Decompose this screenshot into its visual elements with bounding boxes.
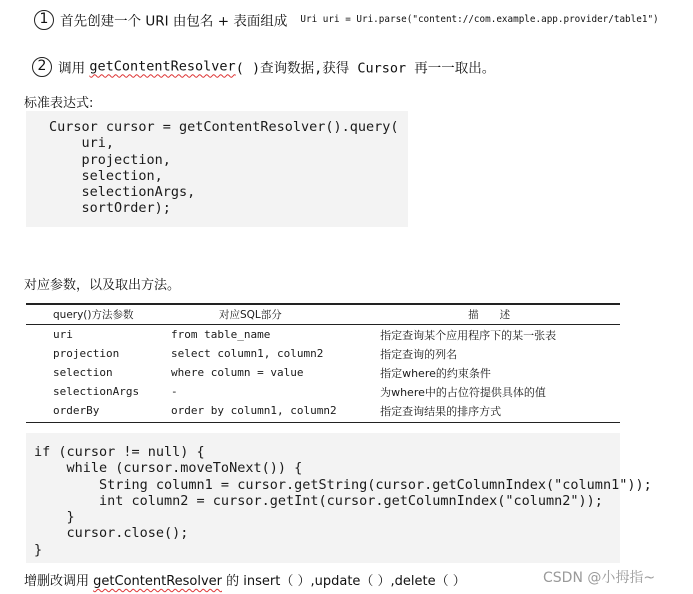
table-cell: from table_name [171,328,271,341]
code-line: projection, [49,151,171,168]
csdn-watermark: CSDN @小拇指~ [543,570,656,586]
step2-text-before: 调用 [58,60,90,77]
code-line: uri, [49,135,115,152]
table-header: 对应SQL部分 [171,305,380,325]
code-line: if (cursor != null) { [34,444,205,460]
code-line: int column2 = cursor.getInt(cursor.getColumnIndex("column2")); [34,492,603,509]
step1-line [34,9,659,33]
table-row [26,363,620,382]
table-cell: select column1, column2 [171,347,324,360]
footer-text-before: 增删改调用 [24,574,94,589]
table-row [26,401,620,420]
table-cell: order by column1, column2 [171,404,337,417]
table-cell: 指定查询结果的排序方式 [380,404,502,418]
table-row [26,382,620,401]
table-header: 描 述 [380,305,620,325]
table-cell: orderBy [53,404,100,417]
query-code-block [26,111,408,227]
code-line: } [34,509,75,526]
standard-label: 标准表达式: [24,96,94,111]
table-cell: 指定查询的列名 [380,347,458,361]
code-line: selection, [49,167,163,184]
step2-text-after: ( )查询数据,获得 Cursor 再一一取出。 [235,60,496,77]
code-line: Cursor cursor = getContentResolver().query( [49,119,399,135]
cursor-code-block [26,433,652,563]
step1-circled-number: 1 [34,10,54,30]
table-row [26,344,620,363]
table-cell: uri [53,328,73,341]
step1-text: 首先创建一个 URI 由包名 + 表面组成 [60,13,288,30]
footer-text-after: 的 insert（ ）,update（ ）,delete（ ） [222,574,466,589]
table-cell: 指定查询某个应用程序下的某一张表 [380,328,557,342]
table-header-row [26,305,620,325]
table-row [26,325,620,345]
params-label: 对应参数，以及取出方法。 [24,278,181,293]
step2-circled-number: 2 [32,57,52,77]
code-line: } [34,541,43,558]
code-line: sortOrder); [49,200,171,217]
footer-method: getContentResolver [93,574,223,589]
params-table [26,305,620,420]
footer-line [24,570,466,589]
table-cell: selection [53,366,113,379]
code-line: while (cursor.moveToNext()) { [34,460,303,477]
step2-line [32,56,495,80]
table-cell: selectionArgs [53,385,140,398]
table-cell: - [171,385,178,398]
table-cell: projection [53,347,120,360]
code-line: selectionArgs, [49,184,196,201]
table-cell: 指定where的约束条件 [380,366,491,380]
table-cell: where column = value [171,366,304,379]
table-header: query()方法参数 [26,305,171,325]
code-line: String column1 = cursor.getString(cursor.getColumnIndex("column1")); [34,476,652,493]
table-cell: 为where中的占位符提供具体的值 [380,385,546,399]
step2-method: getContentResolver [89,58,236,75]
params-table-wrap [26,303,620,423]
step1-code: Uri uri = Uri.parse("content://com.example.app.provider/table1") [300,14,659,25]
code-line: cursor.close(); [34,525,189,542]
